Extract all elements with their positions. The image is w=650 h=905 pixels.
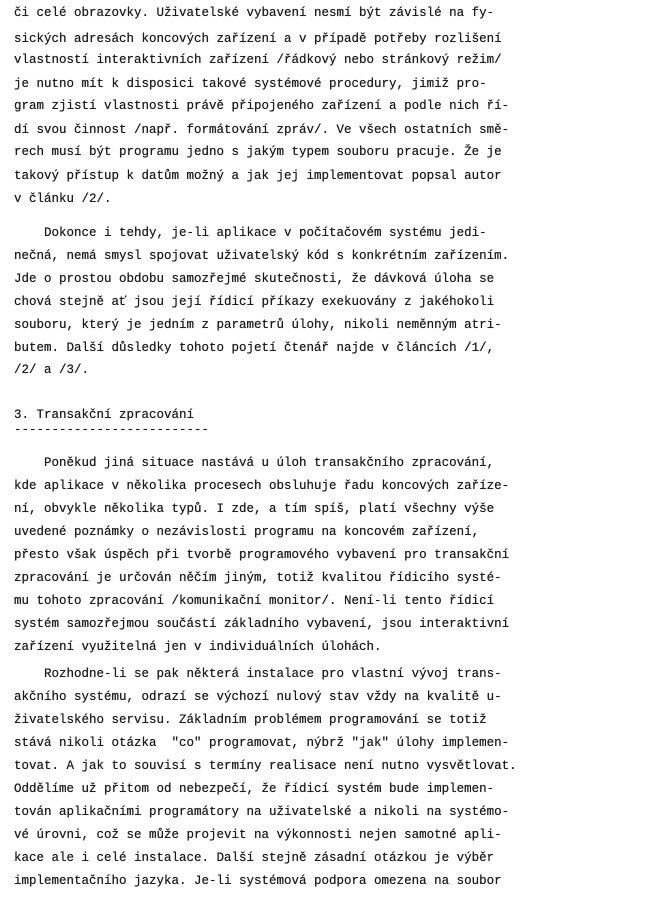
text-line: stává nikoli otázka "co" programovat, nýbrž "jak" úlohy implemen- (14, 736, 510, 750)
text-line: Jde o prostou obdobu samozřejmé skutečnosti, že dávková úloha se (14, 272, 495, 286)
text-line: nečná, nemá smysl spojovat uživatelský kód s konkrétním zařízením. (14, 249, 510, 263)
text-line: sických adresách koncových zařízení a v případě potřeby rozlišení (14, 32, 502, 46)
text-line: gram zjistí vlastnosti právě připojeného zařízení a podle nich ří- (14, 99, 510, 113)
text-line: Oddělíme už přitom od nebezpečí, že řídicí systém bude implemen- (14, 782, 495, 796)
text-line: mu tohoto zpracování /komunikační monitor/. Není-li tento řídicí (14, 594, 495, 608)
text-line: tován aplikačními programátory na uživatelské a nikoli na systémo- (14, 805, 510, 819)
text-line: implementačního jazyka. Je-li systémová podpora omezena na soubor (14, 874, 502, 888)
text-line: zpracování je určován něčím jiným, totiž kvalitou řídicího systé- (14, 571, 502, 585)
text-line: v článku /2/. (14, 192, 112, 206)
text-line: kde aplikace v několika procesech obsluhuje řadu koncových zaříze- (14, 479, 510, 493)
text-line: je nutno mít k disposici takové systémové procedury, jimiž pro- (14, 77, 487, 91)
text-line: souboru, který je jedním z parametrů úlohy, nikoli neměnným atri- (14, 318, 502, 332)
text-line: rech musí být programu jedno s jakým typem souboru pracuje. Že je (14, 145, 502, 159)
text-line: chová stejně ať jsou její řídicí příkazy exekuovány z jakéhokoli (14, 295, 495, 309)
text-line: vlastností interaktivních zařízení /řádkový nebo stránkový režim/ (14, 53, 502, 67)
text-line: /2/ a /3/. (14, 363, 90, 377)
text-line: uvedené poznámky o nezávislosti programu na koncovém zařízení, (14, 525, 480, 539)
text-line: systém samozřejmou součástí základního vybavení, jsou interaktivní (14, 617, 510, 631)
section-title: 3. Transakční zpracování (14, 408, 195, 422)
text-line: Rozhodne-li se pak některá instalace pro vlastní vývoj trans- (14, 667, 502, 681)
text-line: dí svou činnost /např. formátování zpráv/. Ve všech ostatních smě- (14, 123, 510, 137)
text-line: přesto však úspěch při tvorbě programového vybavení pro transakční (14, 548, 510, 562)
text-line: vé úrovni, což se může projevit na výkonnosti nejen samotné apli- (14, 828, 502, 842)
text-line: živatelského servisu. Základním problémem programování se totiž (14, 713, 487, 727)
text-line: či celé obrazovky. Uživatelské vybavení nesmí být závislé na fy- (14, 6, 495, 20)
text-line: butem. Další důsledky tohoto pojetí čtenář najde v článcích /1/, (14, 341, 495, 355)
text-line: takový přístup k datům možný a jak jej implementovat popsal autor (14, 169, 502, 183)
text-line: tovat. A jak to souvisí s termíny realisace není nutno vysvětlovat. (14, 759, 517, 773)
text-line: Poněkud jiná situace nastává u úloh transakčního zpracování, (14, 456, 495, 470)
text-line: kace ale i celé instalace. Další stejně zásadní otázkou je výběr (14, 851, 495, 865)
section-underline: -------------------------- (14, 423, 210, 437)
text-line: Dokonce i tehdy, je-li aplikace v počítačovém systému jedi- (14, 226, 487, 240)
text-line: ní, obvykle několika typů. I zde, a tím spíš, platí všechny výše (14, 502, 495, 516)
text-line: akčního systému, odrazí se výchozí nulový stav vždy na kvalitě u- (14, 690, 502, 704)
text-line: zařízení využitelná jen v individuálních úlohách. (14, 640, 382, 654)
